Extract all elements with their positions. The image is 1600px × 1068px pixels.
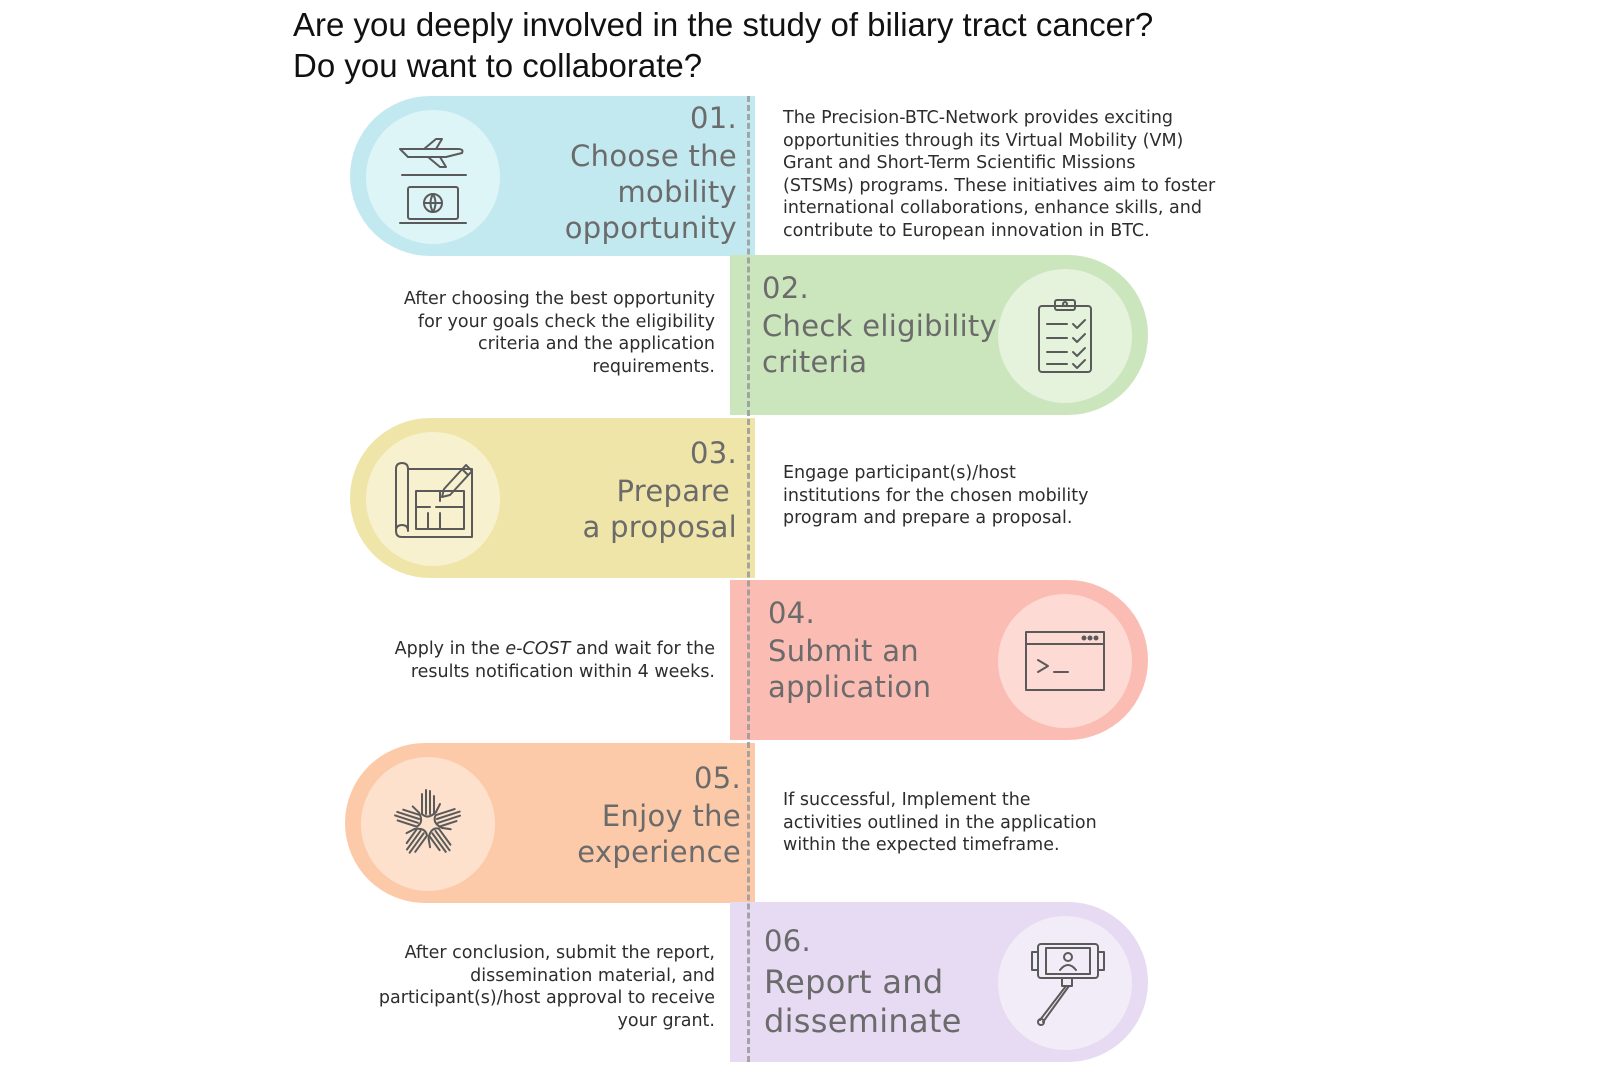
step-05-heading-line-1: Enjoy the — [601, 799, 741, 833]
step-05-desc-line-2: activities outlined in the application — [783, 812, 1097, 833]
step-02-desc-line-1: After choosing the best opportunity — [403, 289, 715, 309]
title-line-2: Do you want to collaborate? — [293, 47, 703, 84]
step-02-number: 02. — [762, 271, 810, 305]
step-02-heading — [762, 270, 997, 380]
step-02-description — [404, 288, 715, 378]
step-03-description — [783, 462, 1088, 530]
step-01-desc-line-3: Grant and Short-Term Scientific Missions — [783, 153, 1136, 174]
step-02-card — [730, 255, 1148, 415]
step-03-heading-line-1: Prepare — [616, 474, 730, 508]
step-05-heading — [577, 760, 741, 870]
step-03-card — [350, 418, 755, 578]
step-04-description — [395, 638, 715, 683]
step-03-heading — [582, 435, 737, 545]
step-01-icon-circle — [366, 110, 500, 244]
step-02-heading-line-2: criteria — [762, 345, 868, 379]
step-05-description — [783, 789, 1097, 857]
selfie-stick-phone-icon — [1020, 938, 1110, 1028]
step-06-description — [379, 942, 715, 1032]
step-04-heading-line-2: application — [768, 670, 932, 704]
step-03-desc-line-3: program and prepare a proposal. — [783, 508, 1073, 529]
page-title — [293, 4, 1293, 86]
step-05-card — [345, 743, 755, 903]
step-06-desc-line-3: participant(s)/host approval to receive — [378, 988, 715, 1009]
step-01-heading-line-1: Choose the — [570, 139, 737, 173]
step-06-heading — [764, 922, 962, 1041]
step-04-desc-text-a: Apply in the — [394, 639, 506, 659]
step-06-desc-line-1: After conclusion, submit the report, — [404, 943, 715, 963]
step-01-heading — [565, 100, 737, 246]
blueprint-pencil-icon — [388, 459, 478, 539]
step-04-desc-line-2: results notification within 4 weeks. — [410, 661, 715, 682]
step-02-desc-line-3: criteria and the application — [478, 334, 715, 355]
title-line-1: Are you deeply involved in the study of biliary tract cancer? — [293, 6, 1154, 43]
step-01-desc-line-6: contribute to European innovation in BTC. — [783, 220, 1150, 241]
terminal-window-icon — [1022, 628, 1108, 694]
step-05-desc-line-3: within the expected timeframe. — [783, 835, 1060, 856]
airplane-laptop-globe-icon — [388, 127, 478, 227]
step-05-number: 05. — [693, 761, 741, 795]
step-04-heading-line-1: Submit an — [768, 634, 919, 668]
clipboard-checklist-icon — [1033, 296, 1097, 376]
step-01-heading-line-2: mobility — [617, 175, 737, 209]
step-04-number: 04. — [768, 596, 816, 630]
step-06-heading-line-2: disseminate — [764, 1002, 962, 1040]
step-01-desc-line-2: opportunities through its Virtual Mobility (VM) — [783, 130, 1184, 151]
step-01-desc-line-1: The Precision-BTC-Network provides exciting — [783, 108, 1174, 128]
step-04-icon-circle — [998, 594, 1132, 728]
step-03-desc-line-1: Engage participant(s)/host — [783, 463, 1016, 483]
step-01-number: 01. — [689, 101, 737, 135]
step-02-desc-line-2: for your goals check the eligibility — [417, 311, 715, 332]
step-04-desc-line-1 — [395, 638, 715, 661]
step-03-desc-line-2: institutions for the chosen mobility — [783, 485, 1089, 506]
step-05-icon-circle — [361, 757, 495, 891]
step-01-heading-line-3: opportunity — [564, 211, 737, 245]
step-02-heading-line-1: Check eligibility — [762, 309, 998, 343]
step-03-heading-line-2: a proposal — [582, 510, 737, 544]
e-cost-link-text: e-COST — [505, 639, 571, 659]
step-06-icon-circle — [998, 916, 1132, 1050]
step-03-icon-circle — [366, 432, 500, 566]
step-01-card — [350, 96, 755, 256]
step-01-description — [783, 107, 1215, 243]
step-04-card — [730, 580, 1148, 740]
step-01-desc-line-5: international collaborations, enhance skills, and — [783, 198, 1202, 219]
timeline-divider — [747, 96, 750, 1062]
step-01-desc-line-4: (STSMs) programs. These initiatives aim to foster — [783, 175, 1216, 196]
step-05-heading-line-2: experience — [577, 835, 741, 869]
step-02-desc-line-4: requirements. — [592, 356, 715, 377]
step-06-card — [730, 902, 1148, 1062]
step-03-number: 03. — [689, 436, 737, 470]
step-06-heading-line-1: Report and — [764, 963, 944, 1001]
step-02-icon-circle — [998, 269, 1132, 403]
step-06-number: 06. — [764, 924, 812, 958]
step-06-desc-line-2: dissemination material, and — [470, 965, 715, 986]
step-04-desc-text-b: and wait for the — [570, 639, 715, 659]
joined-hands-icon — [380, 779, 476, 869]
step-05-desc-line-1: If successful, Implement the — [783, 790, 1031, 810]
step-06-desc-line-4: your grant. — [617, 1010, 715, 1031]
step-04-heading — [768, 595, 931, 705]
